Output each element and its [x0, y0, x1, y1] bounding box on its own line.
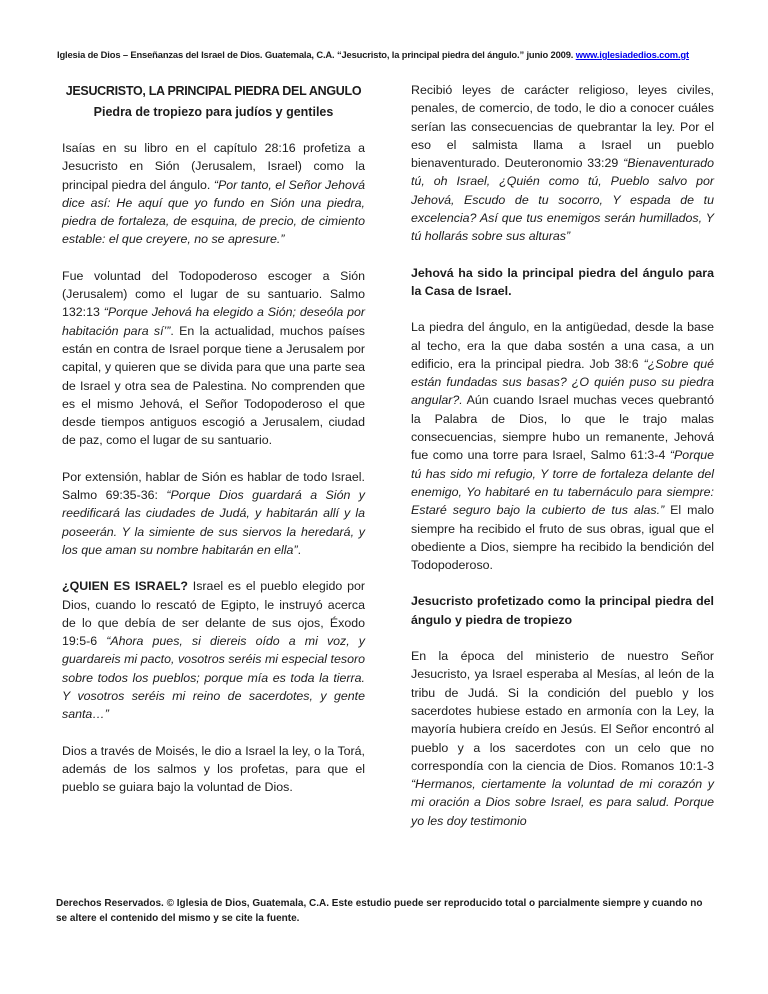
right-column [411, 81, 714, 848]
text-run: En la época del ministerio de nuestro Señor Jesucristo, ya Israel esperaba al Mesías, al león de la tribu de Judá. Si la condición del pueblo y los sacerdotes hubiese estado en armonía con la Ley, la mayoría hubiera creído en Jesús. El Señor encontró al pueblo y a los sacerdotes con un celo que no correspondía con la ciencia de Dios. Romanos 10:1-3 [411, 649, 714, 773]
paragraph-leyes [411, 81, 714, 246]
scripture-quote: “Por tanto, el Señor Jehová dice así: He aquí que yo fundo en Sión una piedra, piedra de fortaleza, de esquina, de precio, de cimiento estable: el que creyere, no se apresure.” [62, 177, 366, 247]
scripture-quote: “Porque Dios guardará a Sión y reedificará las ciudades de Judá, y habitarán allí y la poseerán. Y la simiente de sus siervos la heredará, y los que aman su nombre habitarán en ella” [62, 488, 365, 557]
scripture-quote: “Hermanos, ciertamente la voluntad de mi corazón y mi oración a Dios sobre Israel, es para salud. Porque yo les doy testimonio [411, 777, 714, 828]
scripture-quote: “Ahora pues, si diereis oído a mi voz, y guardareis mi pacto, vosotros seréis mi especial tesoro sobre todos los pueblos; porque mía es toda la tierra. Y vosotros seréis mi reino de sacerdotes, y gente santa…” [62, 634, 365, 722]
text-run: Israel es el pueblo elegido por Dios, cuando lo rescató de Egipto, le instruyó acerca de lo que debía de ser delante de sus ojos, Éxodo 19:5-6 [62, 579, 365, 649]
text-run: La piedra del ángulo, en la antigüedad, desde la base al techo, era la que daba sostén a una casa, a un edificio, era la principal piedra. Job 38:6 [411, 320, 714, 371]
section-heading-jehova: Jehová ha sido la principal piedra del ángulo para la Casa de Israel. [411, 265, 714, 298]
text-run: Recibió leyes de carácter religioso, leyes civiles, penales, de comercio, de todo, le dio a conocer cuáles serían las consecuencias de quebrantar la ley. Por el eso el salmista llama a Israel un pueblo bienaventurado. Deuteronomio 33:29 [411, 83, 714, 171]
header-website-link[interactable]: www.iglesiadedios.com.gt [575, 49, 689, 60]
document-title: JESUCRISTO, LA PRINCIPAL PIEDRA DEL ANGULO [65, 84, 362, 98]
text-run: . [297, 542, 302, 557]
two-column-body [62, 81, 714, 848]
section-heading-profetizado: Jesucristo profetizado como la principal piedra del ángulo y piedra de tropiezo [411, 594, 714, 627]
text-run: Aún cuando Israel muchas veces quebrantó la Palabra de Dios, lo que le trajo malas consecuencias, siempre hubo un remanente, Jehová fue como una torre para Israel, Salmo 61:3-4 [411, 393, 714, 463]
header-text: Iglesia de Dios – Enseñanzas del Israel de Dios. Guatemala, C.A. “Jesucristo, la principal piedra del ángulo.” junio 2009. [57, 49, 576, 60]
paragraph-piedra-angulo [411, 318, 714, 574]
text-run: Por extensión, hablar de Sión es hablar de todo Israel. Salmo 69:35-36: [62, 469, 365, 503]
scripture-quote: “Porque tú has sido mi refugio, Y torre de fortaleza delante del enemigo, Yo habitaré en tu tabernáculo para siempre: Estaré seguro bajo la cubierto de tus alas.” [411, 448, 714, 518]
paragraph-isaias [62, 139, 365, 249]
text-run: El malo siempre ha recibido el fruto de sus obras, igual que el obediente a Dios, siempre ha recibido la bendición del Todopoderoso. [411, 503, 715, 573]
scripture-quote: “Bienaventurado tú, oh Israel, ¿Quién como tú, Pueblo salvo por Jehová, Escudo de tu socorro, Y espada de tu excelencia? Así que tus enemigos serán humillados, Y tú hollarás sobre sus alturas” [411, 156, 714, 244]
left-column [62, 81, 365, 848]
paragraph-quien-es-israel [62, 577, 365, 723]
page-header [57, 49, 728, 60]
document-subtitle: Piedra de tropiezo para judíos y gentiles [93, 104, 334, 119]
page-footer: Derechos Reservados. © Iglesia de Dios, Guatemala, C.A. Este estudio puede ser reproducido total o parcialmente siempre y cuando no se altere el contenido del mismo y se cite la fuente. [56, 898, 703, 924]
scripture-quote: “¿Sobre qué están fundadas sus basas? ¿O quién puso su piedra angular?. [411, 356, 714, 408]
text-run: Isaías en su libro en el capítulo 28:16 profetiza a Jesucristo en Sión (Jerusalem, Israel) como la principal piedra del ángulo. [62, 141, 365, 192]
scripture-quote: “Porque Jehová ha elegido a Sión; deseóla por habitación para sí’” [62, 305, 365, 338]
paragraph-epoca-ministerio [411, 647, 714, 830]
text-run: . En la actualidad, muchos países están en contra de Israel porque tiene a Jerusalem por capital, y quieren que se divida para que una parte sea de Israel y otra sea de Palestina. No comprenden que es el mismo Jehová, el Señor Todopoderoso el que desde tiempos antiguos escogió a Jerusalem, ciudad de paz, como el lugar de su santuario. [62, 323, 365, 448]
inline-heading: ¿QUIEN ES ISRAEL? [62, 579, 193, 594]
paragraph-extension [62, 468, 365, 559]
paragraph-voluntad [62, 267, 365, 450]
paragraph-moises [62, 742, 365, 797]
text-run: Fue voluntad del Todopoderoso escoger a Sión (Jerusalem) como el lugar de su santuario. Salmo 132:13 [62, 268, 365, 320]
text-run: Dios a través de Moisés, le dio a Israel la ley, o la Torá, además de los salmos y los profetas, para que el pueblo se guiara bajo la voluntad de Dios. [62, 743, 365, 795]
